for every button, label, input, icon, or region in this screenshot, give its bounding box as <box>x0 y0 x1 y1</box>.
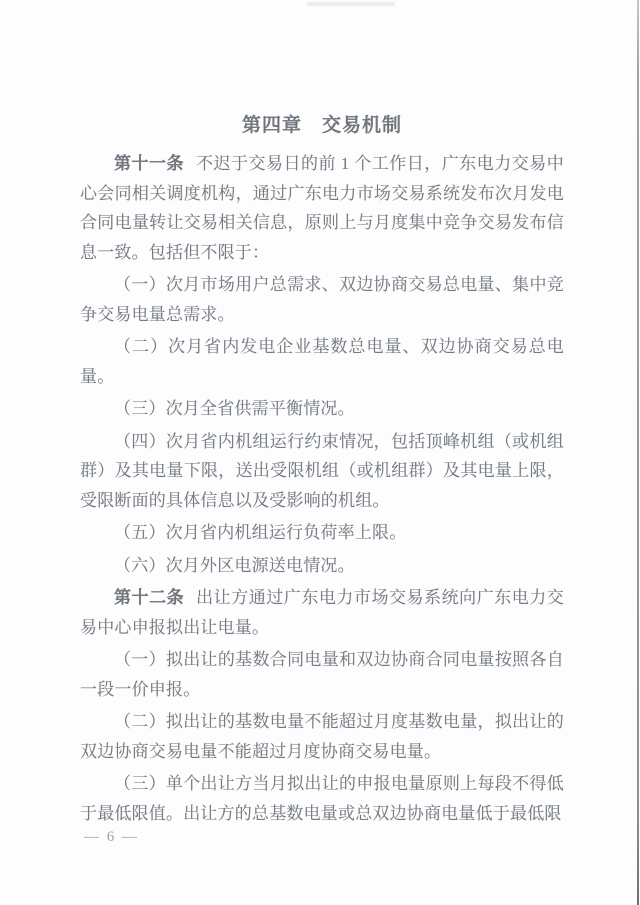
article-12-paragraph <box>80 583 564 642</box>
article-12-item-3: （三）单个出让方当月拟出让的申报电量原则上每段不得低于最低限值。出让方的总基数电量或总双边协商电量低于最低限 <box>80 774 564 823</box>
article-12-number: 第十二条 <box>114 588 185 607</box>
article-11-item-6: （六）次月外区电源送电情况。 <box>114 555 355 575</box>
article-12-item-2: （二）拟出让的基数电量不能超过月度基数电量，拟出让的双边协商交易电量不能超过月度协商交易电量。 <box>80 712 564 761</box>
article-11-item-3: （三）次月全省供需平衡情况。 <box>114 399 355 418</box>
chapter-title: 第四章 交易机制 <box>241 115 402 136</box>
article-12-text: 出让方通过广东电力市场交易系统向广东电力交易中心申报拟出让电量。 <box>80 588 564 637</box>
article-11-item-4: （四）次月省内机组运行约束情况，包括顶峰机组（或机组群）及其电量下限，送出受限机组（或机组群）及其电量上限，受限断面的具体信息以及受影响的机组。 <box>80 431 564 510</box>
article-11-item-1: （一）次月市场用户总需求、双边协商交易总电量、集中竞争交易电量总需求。 <box>80 275 564 324</box>
scan-artifact-top <box>307 2 395 6</box>
article-11-item-5: （五）次月省内机组运行负荷率上限。 <box>114 523 407 542</box>
article-11-text: 不迟于交易日的前 1 个工作日，广东电力交易中心会同相关调度机构，通过广东电力市场交易系统发布次月发电合同电量转让交易相关信息，原则上与月度集中竞争交易发布信息一致。包括但不限于： <box>80 154 564 262</box>
article-11-number: 第十一条 <box>114 154 185 173</box>
document-body <box>80 114 564 831</box>
article-11-item-2: （二）次月省内发电企业基数总电量、双边协商交易总电量。 <box>80 337 564 386</box>
article-11-paragraph <box>80 149 564 267</box>
page-number: — 6 — <box>84 829 139 845</box>
article-12-item-1: （一）拟出让的基数合同电量和双边协商合同电量按照各自一段一价申报。 <box>80 650 564 699</box>
scan-artifact-right-edge <box>637 0 639 905</box>
